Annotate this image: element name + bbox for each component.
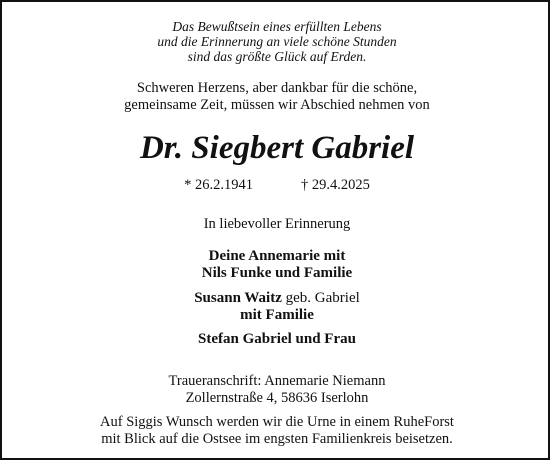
mourner-name: Susann Waitz bbox=[194, 290, 282, 306]
life-dates bbox=[2, 177, 550, 194]
mourner-line bbox=[2, 289, 550, 307]
mourner-maiden-name: geb. Gabriel bbox=[281, 290, 360, 306]
deceased-name: Dr. Siegbert Gabriel bbox=[139, 130, 415, 166]
death-date: † 29.4.2025 bbox=[301, 177, 370, 193]
closing-line: mit Blick auf die Ostsee im engsten Familienkreis beisetzen. bbox=[101, 431, 453, 447]
intro-line: gemeinsame Zeit, müssen wir Abschied nehmen von bbox=[124, 97, 430, 113]
address-line: Zollernstraße 4, 58636 Iserlohn bbox=[185, 390, 369, 406]
address-line: Traueranschrift: Annemarie Niemann bbox=[168, 373, 386, 389]
verse-line: sind das größte Glück auf Erden. bbox=[187, 49, 367, 64]
mourner-line: Deine Annemarie mit bbox=[208, 248, 346, 264]
remembrance-text: In liebevoller Erinnerung bbox=[203, 216, 351, 232]
mourner-line: mit Familie bbox=[240, 307, 314, 323]
intro-line: Schweren Herzens, aber dankbar für die schöne, bbox=[136, 80, 418, 96]
birth-date: * 26.2.1941 bbox=[184, 177, 253, 193]
verse-line: und die Erinnerung an viele schöne Stunden bbox=[157, 34, 397, 49]
mourner-line: Stefan Gabriel und Frau bbox=[198, 331, 356, 347]
mourner-line: Nils Funke und Familie bbox=[201, 265, 353, 281]
closing-line: Auf Siggis Wunsch werden wir die Urne in einem RuheForst bbox=[100, 414, 454, 430]
verse-line: Das Bewußtsein eines erfüllten Lebens bbox=[172, 19, 382, 34]
